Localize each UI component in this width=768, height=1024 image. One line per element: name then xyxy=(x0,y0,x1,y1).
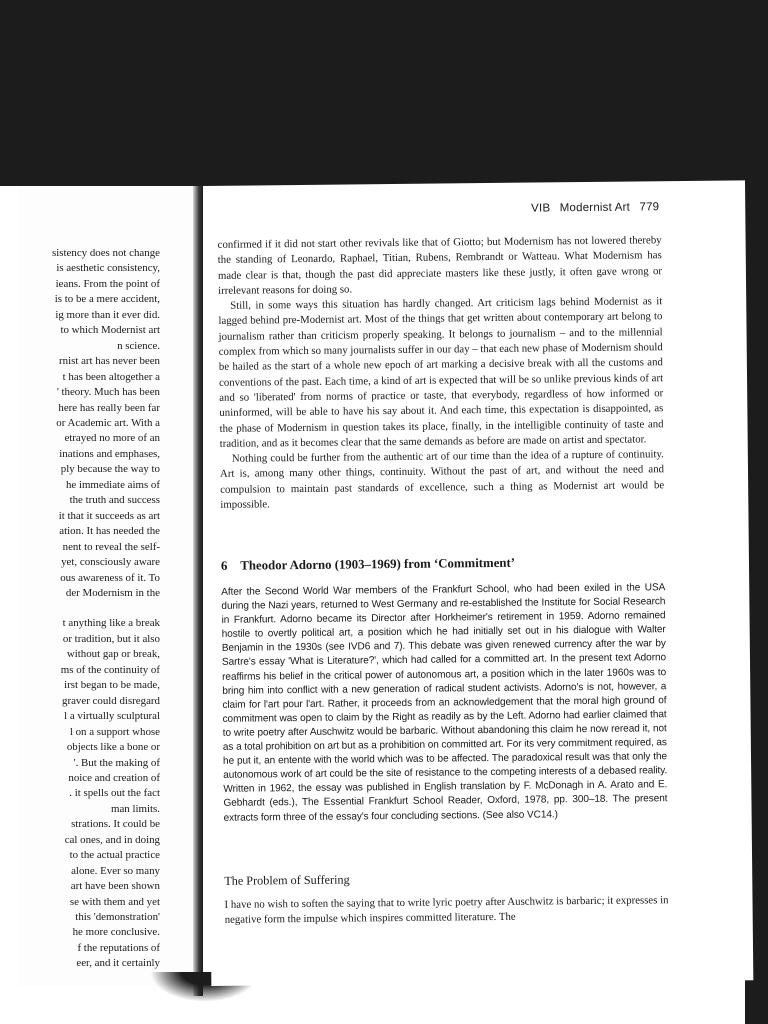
left-page-line: the truth and success xyxy=(69,494,160,507)
paragraph: Nothing could be further from the authentic art of our time than the idea of a rupture of continuity. Art is, among many other things, continuity. Without the past of art, and without the need and compulsion to maintain past standards of excellence, such a thing as Modernist art would be impossible. xyxy=(219,448,665,511)
left-page-line: ation. It has needed the xyxy=(59,525,160,538)
left-page-line: here has really been far xyxy=(58,401,160,414)
left-page-line: this 'demonstration' xyxy=(75,911,160,924)
left-page-line: without gap or break, xyxy=(66,648,160,661)
final-paragraph: I have no wish to soften the saying that to write lyric poetry after Auschwitz is barbaric; it expresses in negative form the impulse which inspires committed literature. The xyxy=(224,894,669,927)
left-page-line: is aesthetic consistency, xyxy=(56,262,160,275)
left-page-line: to the actual practice xyxy=(69,849,160,862)
left-page-line: or Academic art. With a xyxy=(56,416,160,429)
page-number: 779 xyxy=(639,201,660,214)
left-page-line: ous awareness of it. To xyxy=(60,571,160,584)
left-page-line: rnist art has never been xyxy=(59,355,160,368)
running-head-section: VIB xyxy=(531,202,551,215)
running-head xyxy=(525,201,659,214)
right-page xyxy=(203,180,753,986)
left-page-line: man limits. xyxy=(110,802,160,815)
book-spine xyxy=(193,186,203,996)
left-page-line: is to be a mere accident, xyxy=(54,293,160,306)
left-page-line: l a virtually sculptural xyxy=(64,710,160,723)
left-page-line: it that it succeeds as art xyxy=(58,509,160,522)
section-heading xyxy=(221,554,665,574)
running-head-title: Modernist Art xyxy=(559,201,631,215)
left-page-line: cal ones, and in doing xyxy=(64,833,160,846)
left-page-line: '. But the making of xyxy=(73,756,160,769)
left-page-line: ms of the continuity of xyxy=(60,663,160,676)
left-page-line: se with them and yet xyxy=(69,895,160,908)
paragraph: confirmed if it did not start other revivals like that of Giotto; but Modernism has not lowered thereby the standing of Leonardo, Raphael, Titian, Rubens, Rembrandt or Watteau. What Modernism has made clear is that, though the past did appreciate masters like these justly, it often gave wrong or irrelevant reasons for doing so. xyxy=(217,234,662,297)
left-page-line: objects like a bone or xyxy=(66,741,160,754)
left-page-line xyxy=(18,601,160,616)
left-page-line: sistency does not change xyxy=(52,247,160,259)
left-page-line: art have been shown xyxy=(70,880,160,893)
left-page-line: t anything like a break xyxy=(62,617,160,630)
section-number: 6 xyxy=(220,558,228,573)
left-page-line: ig more than it ever did. xyxy=(55,308,160,321)
left-page xyxy=(18,186,200,986)
left-page-line: f the reputations of xyxy=(77,941,160,954)
left-page-line: he more conclusive. xyxy=(72,926,160,939)
left-page-line: to which Modernist art xyxy=(60,324,160,337)
left-page-line: strations. It could be xyxy=(71,818,160,831)
section-title: Theodor Adorno (1903–1969) from ‘Commitment’ xyxy=(240,555,516,573)
left-page-line: irst began to be made, xyxy=(64,679,160,692)
left-page-line: graver could disregard xyxy=(62,694,160,707)
left-page-line: etrayed no more of an xyxy=(64,432,160,445)
left-page-line: noice and creation of xyxy=(68,771,160,784)
editorial-intro: After the Second World War members of the Frankfurt School, who had been exiled in the USA during the Nazi years, returned to West Germany and re-established the Institute for Social Research in Frankfurt. Adorno became its Director after Horkheimer's retirement in 1959. Adorno remained hostile to overtly political art, a position which he had initially set out in his dialogue with Walter Benjamin in the 1930s (see IVD6 and 7). This debate was given renewed currency after the war by Sartre's essay 'What is Literature?', which had called for a committed art. In the present text Adorno reaffirms his belief in the critical power of autonomous art, a position which in the later 1960s was to bring him into conflict with a new generation of radical student activists. Adorno's is not, however, a claim for l'art pour l'art. Rather, it proceeds from an acknowledgement that the moral high ground of commitment was open to claim by the Right as readily as by the Left. Adorno had earlier claimed that to write poetry after Auschwitz would be barbaric. Without abandoning this claim he now reread it, not as a total prohibition on art but as a prohibition on committed art. For its very commitment required, as he put it, an entente with the world which was to be affected. The paradoxical result was that only the autonomous work of art could be the site of resistance to the competing interests of a debased reality. Written in 1962, the essay was published in English translation by F. McDonagh in A. Arato and E. Gebhardt (eds.), The Essential Frankfurt School Reader, Oxford, 1978, pp. 300–18. The present extracts form three of the essay's four concluding sections. (See also VC14.) xyxy=(221,582,668,824)
left-page-line: eer, and it certainly xyxy=(76,957,160,970)
left-page-line: . it spells out the fact xyxy=(69,787,160,800)
paragraph: Still, in some ways this situation has hardly changed. Art criticism lags behind Modernist as it lagged behind pre-Modernist art. Most of the things that get written about contemporary art belong to journalism rather than criticism properly speaking. It belongs to journalism – and to the millennial complex from which so many journalists suffer in our day – that each new phase of Modernism should be hailed as the start of a whole new epoch of art marking a decisive break with all the customs and conventions of the past. Each time, a kind of art is expected that will be so unlike previous kinds of art and so 'liberated' from norms of practice or taste, that everybody, regardless of how informed or uninformed, will be able to have his say about it. And each time, this expectation is disappointed, as the phase of Modernism in question takes its place, finally, in the intelligible continuity of taste and tradition, and as it becomes clear that the same demands as before are made on artist and spectator. xyxy=(218,295,664,450)
left-page-line: ieans. From the point of xyxy=(55,277,160,290)
subheading: The Problem of Suffering xyxy=(224,872,350,888)
left-page-line: t has been altogether a xyxy=(62,370,160,383)
left-page-line: ' theory. Much has been xyxy=(56,386,160,399)
left-page-line: nent to reveal the self- xyxy=(62,540,160,553)
left-page-line: der Modernism in the xyxy=(65,586,160,599)
left-page-line: yet, consciously aware xyxy=(61,556,160,569)
left-page-line: alone. Ever so many xyxy=(71,864,160,877)
left-page-text xyxy=(18,246,160,972)
left-page-line: he immediate aims of xyxy=(65,478,160,491)
scanner-shadow xyxy=(0,0,768,186)
left-page-line: or tradition, but it also xyxy=(62,632,160,645)
left-page-line: ply because the way to xyxy=(60,463,160,476)
left-page-line: l on a support whose xyxy=(69,725,160,738)
body-text xyxy=(218,233,665,513)
left-page-line: inations and emphases, xyxy=(59,447,160,460)
left-page-line: n science. xyxy=(117,339,160,352)
